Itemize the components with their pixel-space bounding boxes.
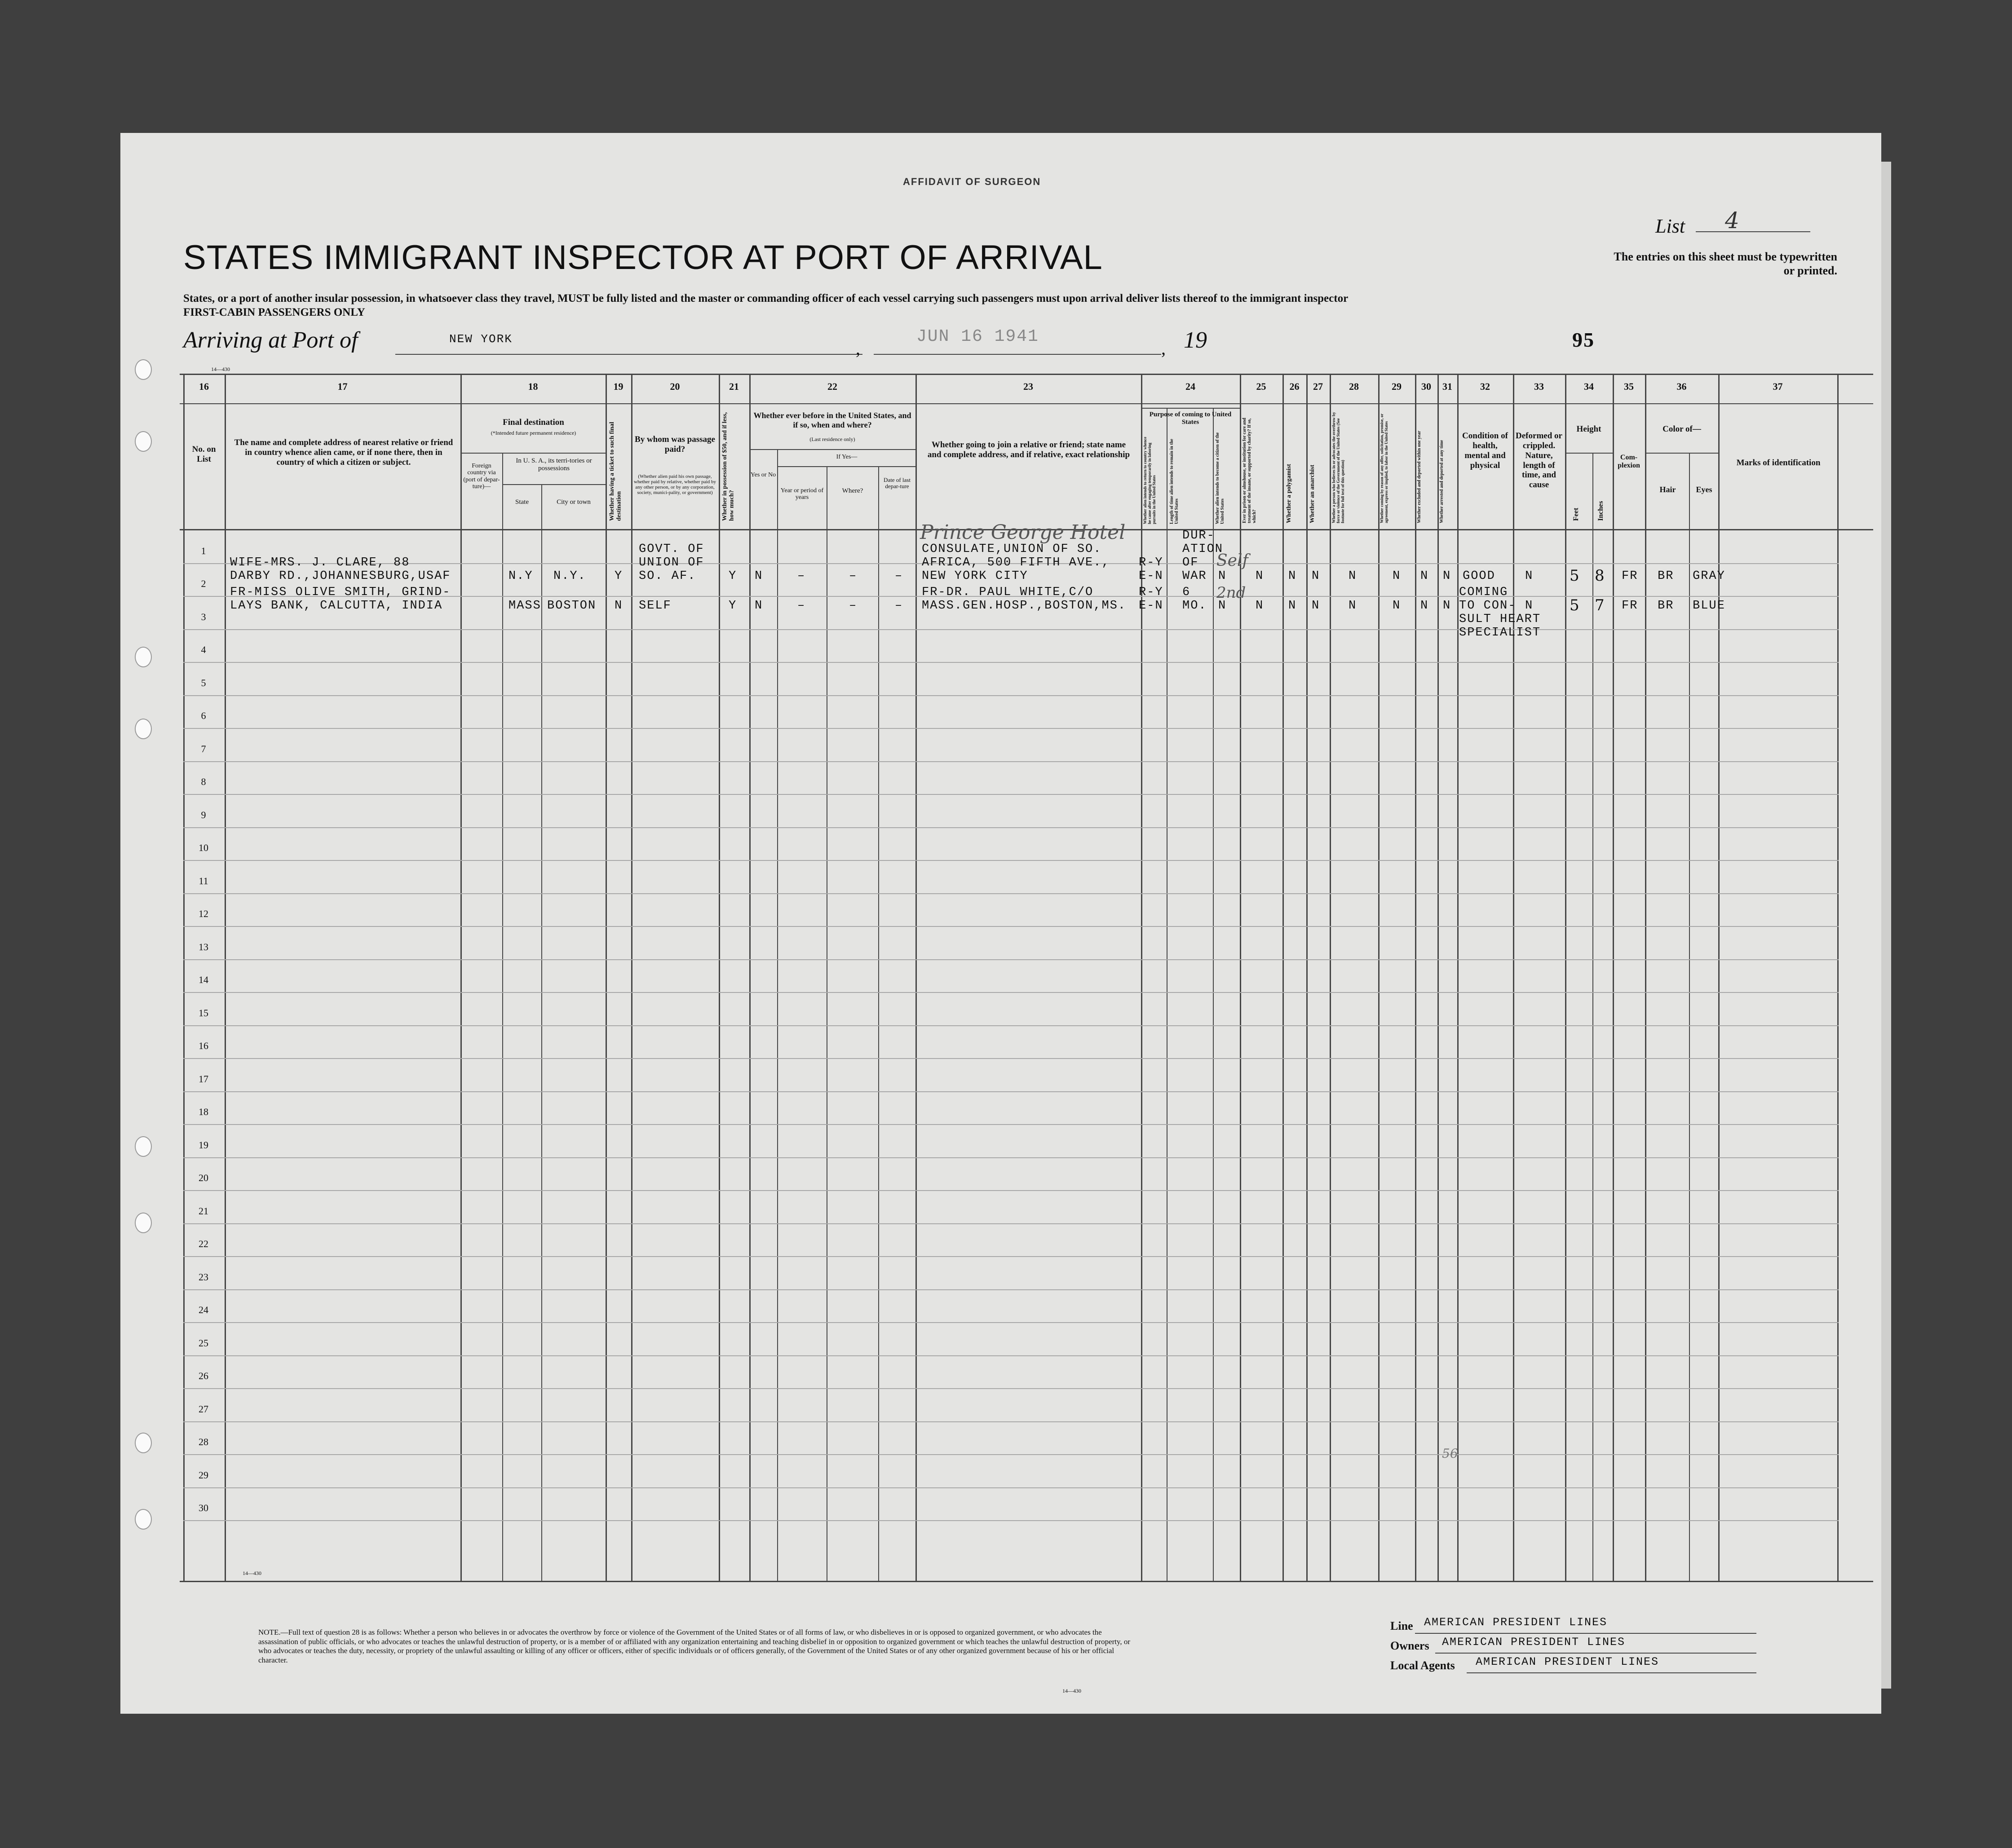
entry2-inches: 7 <box>1595 596 1605 614</box>
header-excluded: Whether excluded and deported within one year <box>1417 431 1422 523</box>
row-rule <box>183 1256 1839 1257</box>
entry2-join-line1: FR-DR. PAUL WHITE,C/O <box>922 586 1094 599</box>
col-line <box>225 374 226 1582</box>
colnum-27: 27 <box>1313 381 1323 392</box>
entry1-paid-line3: SO. AF. <box>639 569 696 583</box>
col-line <box>1592 454 1593 1581</box>
date-stamp: JUN 16 1941 <box>916 327 1039 346</box>
row-number: 5 <box>201 677 206 688</box>
entry2-excluded: N <box>1420 599 1429 613</box>
header-inches: Inches <box>1597 501 1605 521</box>
row-number: 27 <box>199 1403 208 1415</box>
header-deformed: Deformed or crippled. Nature, length of time, and cause <box>1516 431 1562 490</box>
col-line <box>631 374 632 1582</box>
header-purpose-return: Whether alien intends to return to country whence he came after engaging temporarily in laboring pursuits in the United States <box>1143 437 1156 524</box>
subheader-rule <box>1645 453 1718 454</box>
col-line <box>541 485 542 1581</box>
owners-value: AMERICAN PRESIDENT LINES <box>1442 1636 1626 1649</box>
header-eyes: Eyes <box>1696 485 1712 494</box>
col-line <box>1613 374 1614 1582</box>
col-line <box>1513 374 1514 1582</box>
row-rule <box>183 1157 1839 1158</box>
row-number: 13 <box>199 941 208 953</box>
entry1-join-handwritten: Prince George Hotel <box>920 521 1126 544</box>
header-marks: Marks of identification <box>1736 458 1821 468</box>
entry1-join-line1: CONSULATE,UNION OF SO. <box>922 542 1102 556</box>
row-number: 6 <box>201 710 206 721</box>
colnum-16: 16 <box>199 381 209 392</box>
row-number: 25 <box>199 1337 208 1349</box>
colnum-33: 33 <box>1534 381 1544 392</box>
entry2-citizen: N <box>1218 599 1227 613</box>
row-rule <box>183 1025 1839 1026</box>
entry1-relative-line1: WIFE-MRS. J. CLARE, 88 <box>230 556 410 569</box>
comma: , <box>856 338 860 358</box>
manifest-sheet <box>120 133 1881 1714</box>
entry2-city: BOSTON <box>547 599 597 613</box>
class-line: FIRST-CABIN PASSENGERS ONLY <box>183 306 365 318</box>
colnum-divider <box>180 403 1873 404</box>
header-passage-paid: By whom was passage paid? <box>635 435 715 454</box>
row-rule <box>183 893 1839 894</box>
header-if-yes: If Yes— <box>836 454 858 460</box>
entry2-relative-line2: LAYS BANK, CALCUTTA, INDIA <box>230 599 443 613</box>
footnote: NOTE.—Full text of question 28 is as follows: Whether a person who believes in or advocates the overthrow by force or violence of the Government of the United States or of all forms of law, or who disbelieves in or is opposed to organized government, or who advocates the assassination of public officials, or who advocates or teaches the unlawful destruction of property, or is a member of or affiliated with any organization entertaining and teaching disbelief in or opposition to organized government or which teaches the unlawful destruction of property, or who advocates or teaches the duty, necessity, or propriety of the unlawful assaulting or killing of any officer or officers, either of specific individuals or of officers generally, of the Government of the United States or of any other organized government because of his or her official character. <box>258 1628 1131 1665</box>
row-rule <box>183 1190 1839 1191</box>
col-line <box>1645 374 1646 1582</box>
col-line <box>1330 374 1331 1582</box>
entry1-state: N.Y <box>509 569 533 583</box>
row-number: 9 <box>201 809 206 820</box>
bottom-form-number: 14—430 <box>243 1570 261 1576</box>
header-purpose-length: Length of time alien intends to remain in the United States <box>1169 439 1179 524</box>
row-number: 28 <box>199 1436 208 1447</box>
page-title: STATES IMMIGRANT INSPECTOR AT PORT OF ARRIVAL <box>183 238 1103 277</box>
row-number: 15 <box>199 1007 208 1019</box>
arriving-label: Arriving at Port of <box>183 327 358 353</box>
col-line <box>1837 374 1839 1582</box>
form-number: 14—430 <box>211 366 230 372</box>
row-rule <box>183 1223 1839 1224</box>
entry2-length-line2: MO. <box>1182 599 1207 613</box>
agents-underline <box>1467 1672 1756 1673</box>
entry1-join-line2: AFRICA, 500 FIFTH AVE., <box>922 556 1110 569</box>
entry1-relative-line2: DARBY RD.,JOHANNESBURG,USAF <box>230 569 451 583</box>
entry1-labor: N <box>1393 569 1401 583</box>
entry1-complexion: FR <box>1622 569 1638 583</box>
header-anarchist: Whether an anarchist <box>1309 464 1316 523</box>
header-feet: Feet <box>1572 507 1580 521</box>
entry1-handwritten-note: Self <box>1216 551 1248 570</box>
col-line <box>606 374 607 1582</box>
table-bottom-border <box>180 1581 1873 1582</box>
header-labor: Whether coming by reason of any offer, solicitation, promise, or agreement, express or implied, to labor in the United States <box>1380 414 1389 523</box>
entry2-fifty: Y <box>729 599 737 613</box>
row-number: 29 <box>199 1469 208 1481</box>
row-rule <box>183 794 1839 795</box>
header-fifty-dollars: Whether in possession of $50, and if less, how much? <box>721 412 735 521</box>
margin-mark: 56 <box>1442 1446 1458 1461</box>
colnum-17: 17 <box>337 381 348 392</box>
entry1-length-line4: WAR <box>1182 569 1207 583</box>
row-rule <box>183 1388 1839 1389</box>
entry2-before: N <box>755 599 763 613</box>
port-value: NEW YORK <box>449 332 513 346</box>
entry1-deformed: N <box>1525 569 1534 583</box>
col-line <box>1437 374 1439 1582</box>
col-line <box>878 467 879 1581</box>
punch-hole <box>135 1433 152 1453</box>
entry2-arrested: N <box>1443 599 1451 613</box>
row-rule <box>183 1289 1839 1290</box>
colnum-20: 20 <box>670 381 680 392</box>
line-label: Line <box>1390 1619 1413 1632</box>
entry2-health-line4: SPECIALIST <box>1459 626 1541 640</box>
row-rule <box>183 1487 1839 1488</box>
row-number: 14 <box>199 974 208 985</box>
header-ever-before: Whether ever before in the United States, and if so, when and where? <box>753 411 911 429</box>
row-rule <box>183 1058 1839 1059</box>
col-line <box>460 374 462 1582</box>
entry2-anarchist: N <box>1312 599 1320 613</box>
row-rule <box>183 1091 1839 1092</box>
colnum-25: 25 <box>1256 381 1266 392</box>
row-number: 21 <box>199 1205 208 1217</box>
entry2-overthrow: N <box>1349 599 1357 613</box>
entry2-date: – <box>895 599 903 613</box>
date-underline <box>874 354 1161 355</box>
col-line <box>1415 374 1416 1582</box>
entry2-state: MASS <box>509 599 541 613</box>
entry1-where: – <box>849 569 858 583</box>
col-line <box>1141 374 1142 1582</box>
col-line <box>1306 374 1308 1582</box>
row-number: 19 <box>199 1139 208 1151</box>
row-rule <box>183 1322 1839 1323</box>
entry1-join-line3: NEW YORK CITY <box>922 569 1028 583</box>
entry1-overthrow: N <box>1349 569 1357 583</box>
row-rule <box>183 1454 1839 1455</box>
row-rule <box>183 827 1839 828</box>
row-number: 30 <box>199 1502 208 1513</box>
row-number: 12 <box>199 908 208 919</box>
row-rule <box>183 1520 1839 1521</box>
colnum-23: 23 <box>1023 381 1033 392</box>
entry1-paid-line1: GOVT. OF <box>639 542 704 556</box>
header-state: State <box>515 498 529 506</box>
col-line <box>719 374 720 1582</box>
header-purpose-citizen: Whether alien intends to become a citizen of the United States <box>1215 432 1225 524</box>
col-line <box>1282 374 1284 1582</box>
entry2-length-line1: 6 <box>1182 586 1191 599</box>
entry2-deformed: N <box>1525 599 1534 613</box>
entry1-paid-line2: UNION OF <box>639 556 704 569</box>
agents-label: Local Agents <box>1390 1659 1455 1672</box>
entry2-health-line3: SULT HEART <box>1459 613 1541 626</box>
subheader-rule <box>502 484 606 485</box>
punch-hole <box>135 1509 152 1530</box>
header-arrested: Whether arrested and deported at any time <box>1439 440 1444 523</box>
row-rule <box>183 695 1839 696</box>
row-number: 7 <box>201 743 206 754</box>
line-value: AMERICAN PRESIDENT LINES <box>1424 1616 1608 1629</box>
entry2-health-line1: COMING <box>1459 586 1508 599</box>
header-foreign-country: Foreign country via (port of depar-ture)— <box>463 463 500 490</box>
list-underline <box>1696 231 1810 232</box>
punch-hole <box>135 431 152 452</box>
col-line <box>1718 374 1720 1582</box>
row-number: 26 <box>199 1370 208 1381</box>
header-final-destination-note: (*Intended future permanent residence) <box>491 430 576 436</box>
row-rule <box>183 1124 1839 1125</box>
entries-note: The entries on this sheet must be typewritten or printed. <box>1614 250 1837 278</box>
colnum-30: 30 <box>1421 381 1431 392</box>
agents-value: AMERICAN PRESIDENT LINES <box>1476 1655 1659 1668</box>
header-color-of: Color of— <box>1663 424 1701 434</box>
subheader-rule <box>460 453 606 454</box>
row-number: 3 <box>201 611 206 622</box>
punch-hole <box>135 1136 152 1157</box>
subheader-rule <box>749 449 915 450</box>
header-final-destination: Final destination <box>503 418 564 427</box>
entry2-feet: 5 <box>1570 596 1580 614</box>
entry1-citizen: N <box>1218 569 1227 583</box>
colnum-31: 31 <box>1442 381 1452 392</box>
row-rule <box>183 1421 1839 1422</box>
entry1-year: – <box>797 569 806 583</box>
entry2-ticket: N <box>615 599 623 613</box>
line-underline <box>1415 1633 1756 1634</box>
footnote-form-number: 14—430 <box>1062 1688 1081 1694</box>
row-number: 8 <box>201 776 206 787</box>
header-in-usa: In U. S. A., its terri-tories or possessions <box>516 457 592 472</box>
entry1-hair: BR <box>1658 569 1674 583</box>
table-top-border <box>180 374 1873 375</box>
header-no-on-list: No. on List <box>192 445 216 464</box>
owners-label: Owners <box>1390 1639 1429 1652</box>
entry2-paid: SELF <box>639 599 672 613</box>
row-number: 1 <box>201 545 206 556</box>
entry1-arrested: N <box>1443 569 1451 583</box>
row-number: 22 <box>199 1238 208 1249</box>
row-number: 20 <box>199 1172 208 1183</box>
header-yes-no: Yes or No <box>750 472 776 478</box>
colnum-29: 29 <box>1392 381 1402 392</box>
punch-hole <box>135 359 152 380</box>
entry1-length-line1: DUR- <box>1182 529 1215 542</box>
list-number: 4 <box>1725 207 1739 234</box>
entry2-polygamist: N <box>1288 599 1297 613</box>
row-rule <box>183 926 1839 927</box>
entry2-complexion: FR <box>1622 599 1638 613</box>
row-rule <box>183 662 1839 663</box>
row-rule <box>183 761 1839 762</box>
entry1-before: N <box>755 569 763 583</box>
subheader-rule <box>1141 408 1240 409</box>
subheader-rule <box>777 466 915 467</box>
entry2-purpose-line1: R-Y <box>1139 586 1163 599</box>
punch-hole <box>135 647 152 667</box>
entry1-polygamist: N <box>1288 569 1297 583</box>
header-complexion: Com-plexion <box>1618 454 1640 470</box>
row-number: 16 <box>199 1040 208 1051</box>
colnum-32: 32 <box>1480 381 1490 392</box>
subheader-rule <box>1565 453 1613 454</box>
entry1-date: – <box>895 569 903 583</box>
header-ticket: Whether having a ticket to such final destination <box>609 422 623 521</box>
header-hair: Hair <box>1659 485 1676 494</box>
entry1-inches: 8 <box>1595 567 1605 585</box>
colnum-37: 37 <box>1773 381 1783 392</box>
colnum-34: 34 <box>1584 381 1594 392</box>
entry1-fifty: Y <box>729 569 737 583</box>
entry2-where: – <box>849 599 858 613</box>
entry2-labor: N <box>1393 599 1401 613</box>
entry1-length-line2: ATION <box>1182 542 1224 556</box>
entry2-eyes: BLUE <box>1693 599 1725 613</box>
colnum-35: 35 <box>1624 381 1634 392</box>
col-line <box>502 454 503 1581</box>
row-number: 24 <box>199 1304 208 1315</box>
col-line <box>749 374 751 1582</box>
entry2-year: – <box>797 599 806 613</box>
row-rule <box>183 728 1839 729</box>
list-label: List <box>1655 215 1685 237</box>
colnum-21: 21 <box>729 381 739 392</box>
entry2-handwritten-note: 2nd <box>1216 584 1246 602</box>
col-line <box>1457 374 1459 1582</box>
entry1-eyes: GRAY <box>1693 569 1725 583</box>
entry1-excluded: N <box>1420 569 1429 583</box>
row-number: 10 <box>199 842 208 853</box>
entry2-join-line2: MASS.GEN.HOSP.,BOSTON,MS. <box>922 599 1127 613</box>
entry1-purpose-line1: R-Y <box>1139 556 1163 569</box>
header-year: Year or period of years <box>780 487 824 501</box>
col-line <box>1565 374 1566 1582</box>
header-city: City or town <box>557 498 591 506</box>
colnum-36: 36 <box>1676 381 1687 392</box>
header-join-relative: Whether going to join a relative or friend; state name and complete address, and if relative, exact relationship <box>927 440 1130 459</box>
comma: , <box>1161 338 1166 358</box>
row-rule <box>183 992 1839 993</box>
col-line <box>1213 409 1214 1581</box>
header-purpose: Purpose of coming to United States <box>1149 411 1232 426</box>
row-rule <box>183 629 1839 630</box>
col-line <box>915 374 917 1582</box>
row-number: 11 <box>199 875 208 887</box>
col-line <box>1378 374 1380 1582</box>
row-number: 23 <box>199 1271 208 1283</box>
header-prison: Ever in prison or almshouse, or institution for care and treatment of the insane, or supported by charity? If so, which? <box>1242 418 1257 523</box>
entry2-purpose-line2: E-N <box>1139 599 1163 613</box>
year-prefix: 19 <box>1184 327 1207 353</box>
col-line <box>777 449 778 1581</box>
subtitle: States, or a port of another insular possession, in whatsoever class they travel, MUST be fully listed and the master or commanding officer of each vessel carrying such passengers must upon arrival deliver lists thereof to the immigrant inspector <box>183 292 1349 304</box>
entry1-health: GOOD <box>1463 569 1495 583</box>
header-health: Condition of health, mental and physical <box>1462 431 1508 470</box>
header-overthrow: Whether a person who believes in or advocates the overthrow by force or violence of the Government of the United States (See footnote for full text of this question) <box>1331 412 1345 523</box>
punch-hole <box>135 1213 152 1233</box>
entry2-relative-line1: FR-MISS OLIVE SMITH, GRIND- <box>230 586 451 599</box>
entry2-health-line2: TO CON- <box>1459 599 1517 613</box>
colnum-26: 26 <box>1289 381 1300 392</box>
header-height: Height <box>1576 424 1601 434</box>
owners-underline <box>1435 1653 1756 1654</box>
row-number: 18 <box>199 1106 208 1117</box>
row-number: 17 <box>199 1073 208 1085</box>
header-where: Where? <box>842 487 863 494</box>
row-rule <box>183 959 1839 960</box>
entry1-feet: 5 <box>1570 567 1580 585</box>
header-relative-address: The name and complete address of nearest relative or friend in country whence alien came, or if none there, then in country of which a citizen or subject. <box>234 438 453 467</box>
row-number: 4 <box>201 644 206 655</box>
header-passage-paid-note: (Whether alien paid his own passage, whether paid by relative, whether paid by any other person, or by any corporation, society, munici-pality, or government) <box>634 474 716 496</box>
row-rule <box>183 1355 1839 1356</box>
colnum-19: 19 <box>613 381 623 392</box>
entry1-purpose-line2: E-N <box>1139 569 1163 583</box>
entry1-city: N.Y. <box>553 569 586 583</box>
col-line <box>1689 454 1690 1581</box>
page-number: 95 <box>1572 328 1595 351</box>
colnum-24: 24 <box>1185 381 1195 392</box>
row-rule <box>183 860 1839 861</box>
cut-title: AFFIDAVIT OF SURGEON <box>903 176 1041 187</box>
row-number: 2 <box>201 578 206 589</box>
header-date-departure: Date of last depar-ture <box>884 476 911 490</box>
header-ever-before-note: (Last residence only) <box>809 436 855 442</box>
punch-hole <box>135 719 152 739</box>
entry1-length-line3: OF <box>1182 556 1199 569</box>
entry1-anarchist: N <box>1312 569 1320 583</box>
entry1-ticket: Y <box>615 569 623 583</box>
colnum-22: 22 <box>827 381 837 392</box>
colnum-28: 28 <box>1349 381 1359 392</box>
entry2-hair: BR <box>1658 599 1674 613</box>
entry1-prison: N <box>1256 569 1264 583</box>
header-polygamist: Whether a polygamist <box>1286 464 1292 523</box>
colnum-18: 18 <box>528 381 538 392</box>
port-underline <box>395 354 862 355</box>
entry2-prison: N <box>1256 599 1264 613</box>
